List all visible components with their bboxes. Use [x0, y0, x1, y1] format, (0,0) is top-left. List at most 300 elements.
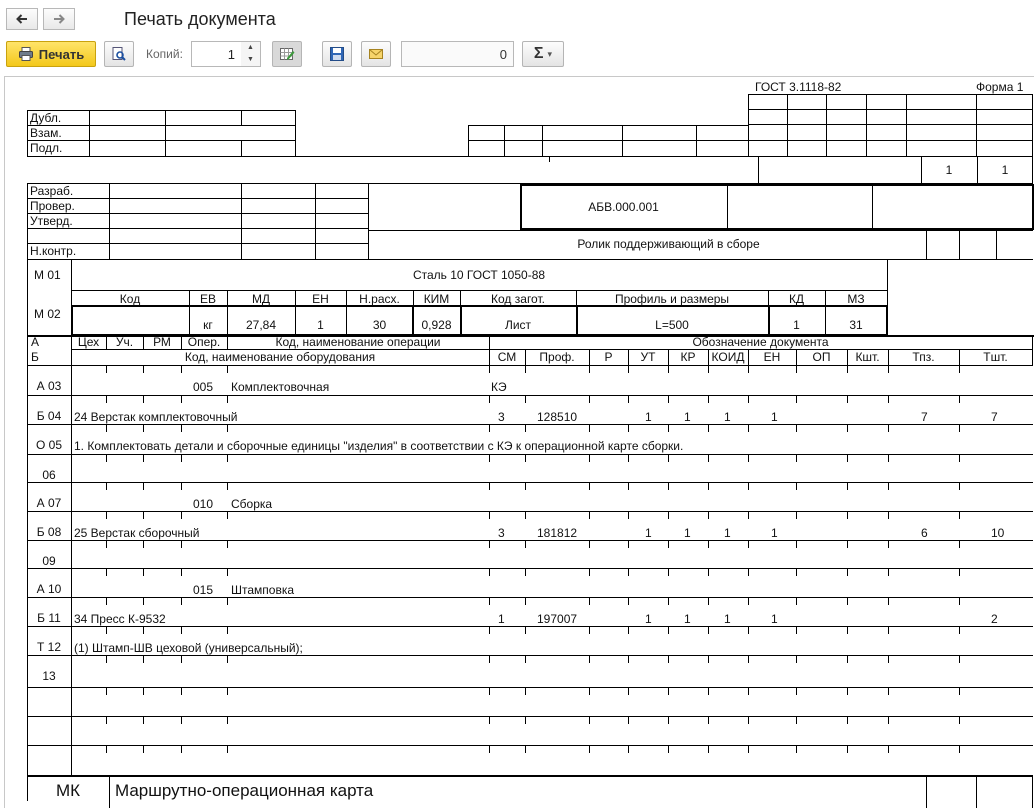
grid-line	[796, 483, 797, 490]
grid-line	[106, 746, 107, 753]
grid-line	[489, 512, 490, 519]
grid-line	[708, 717, 709, 724]
grid-line	[295, 110, 296, 156]
envelope-icon	[368, 46, 384, 62]
grid-line	[796, 598, 797, 605]
cell-tsht: 2	[991, 612, 998, 626]
grid-line	[489, 425, 490, 432]
grid-line	[748, 124, 1033, 125]
chevron-down-icon: ▾	[547, 48, 553, 59]
grid-line	[796, 746, 797, 753]
grid-line	[181, 569, 182, 576]
grid-line	[143, 746, 144, 753]
grid-line	[866, 94, 867, 156]
grid-line	[165, 110, 166, 156]
grid-line	[628, 627, 629, 634]
cell-tsht: 10	[991, 526, 1005, 540]
sheet-number: 1	[945, 163, 953, 177]
grid-line	[489, 656, 490, 663]
grid-line	[847, 541, 848, 548]
grid-line	[708, 746, 709, 753]
grid-line	[959, 746, 960, 753]
grid-line	[27, 775, 1033, 777]
grid-line	[959, 396, 960, 403]
approval-nkontr: Н.контр.	[30, 244, 77, 258]
grid-line	[888, 455, 889, 462]
grid-line	[888, 425, 889, 432]
grid-line	[589, 598, 590, 605]
grid-edit-icon	[279, 46, 295, 62]
grid-line	[106, 688, 107, 695]
grid-line	[106, 455, 107, 462]
grid-line	[888, 365, 889, 373]
row-description: 1. Комплектовать детали и сборочные единицы "изделия" в соответствии с КЭ к операционной карте сборки.	[74, 439, 684, 453]
grid-line	[489, 396, 490, 403]
grid-line	[628, 425, 629, 432]
grid-line	[959, 627, 960, 634]
header-b-cell: СМ	[497, 350, 517, 364]
grid-line	[589, 483, 590, 490]
m02-header-cell: МД	[251, 292, 271, 306]
forward-button[interactable]	[43, 8, 75, 30]
header-b-cell: КОИД	[711, 350, 745, 364]
grid-line	[589, 512, 590, 519]
operation-number: 015	[193, 583, 214, 597]
grid-line	[888, 541, 889, 548]
grid-line	[525, 717, 526, 724]
grid-line	[921, 156, 922, 183]
grid-line	[708, 483, 709, 490]
grid-line	[1032, 184, 1034, 230]
grid-line	[227, 541, 228, 548]
copies-spinner[interactable]	[241, 41, 261, 67]
grid-line	[959, 483, 960, 490]
row-description: 24 Верстак комплектовочный	[74, 410, 238, 424]
header-a-code: А	[31, 335, 40, 349]
product-name: Ролик поддерживающий в сборе	[577, 237, 760, 251]
grid-line	[847, 455, 848, 462]
header-b-cell: Проф.	[539, 350, 575, 364]
grid-line	[89, 110, 90, 156]
grid-line	[796, 688, 797, 695]
grid-line	[525, 396, 526, 403]
sign-row-podl: Подл.	[30, 141, 63, 155]
grid-line	[27, 140, 295, 141]
grid-line	[796, 512, 797, 519]
grid-line	[489, 455, 490, 462]
cell-prof: 181812	[537, 526, 578, 540]
operation-number: 010	[193, 497, 214, 511]
cell-tpz: 6	[921, 526, 928, 540]
cell-sm: 3	[498, 526, 505, 540]
grid-line	[888, 717, 889, 724]
grid-line	[668, 541, 669, 548]
grid-line	[847, 425, 848, 432]
arrow-right-icon	[52, 12, 66, 26]
grid-line	[27, 259, 28, 336]
save-button[interactable]	[322, 41, 352, 67]
grid-line	[796, 569, 797, 576]
grid-line	[27, 259, 1033, 260]
m02-header-cell: ЕВ	[199, 292, 216, 306]
cell-ut: 1	[645, 526, 652, 540]
grid-line	[888, 656, 889, 663]
grid-line	[847, 627, 848, 634]
grid-line	[27, 511, 1033, 512]
grid-line	[959, 656, 960, 663]
cell-prof: 128510	[537, 410, 578, 424]
row-code: 06	[42, 468, 56, 482]
grid-line	[668, 455, 669, 462]
grid-line	[525, 627, 526, 634]
m02-value-cell: 27,84	[245, 318, 277, 332]
grid-line	[106, 483, 107, 490]
grid-line	[758, 156, 759, 183]
grid-line	[622, 125, 623, 156]
grid-line	[888, 512, 889, 519]
grid-line	[181, 512, 182, 519]
grid-line	[847, 746, 848, 753]
grid-line	[489, 627, 490, 634]
grid-line	[106, 598, 107, 605]
grid-line	[143, 483, 144, 490]
grid-line	[489, 598, 490, 605]
grid-line	[520, 184, 1034, 186]
grid-line	[227, 656, 228, 663]
header-a-cell: РМ	[153, 335, 171, 349]
grid-line	[106, 717, 107, 724]
grid-line	[748, 425, 749, 432]
operation-number: 005	[193, 380, 214, 394]
grid-line	[109, 775, 110, 808]
grid-line	[708, 598, 709, 605]
grid-line	[27, 183, 28, 259]
grid-line	[708, 512, 709, 519]
grid-line	[708, 688, 709, 695]
m02-value-cell: 31	[849, 318, 863, 332]
cell-en: 1	[771, 526, 778, 540]
cell-en: 1	[771, 612, 778, 626]
grid-line	[71, 290, 887, 291]
grid-line	[888, 627, 889, 634]
grid-line	[628, 717, 629, 724]
grid-line	[27, 626, 1033, 627]
grid-line	[241, 110, 242, 125]
back-button[interactable]	[6, 8, 38, 30]
print-button[interactable]	[6, 41, 96, 67]
grid-line	[489, 717, 490, 724]
grid-line	[628, 483, 629, 490]
spinner-up-icon[interactable]: ▲	[247, 44, 254, 51]
grid-line	[71, 335, 72, 775]
grid-line	[628, 541, 629, 548]
grid-line	[27, 110, 28, 156]
grid-line	[181, 717, 182, 724]
document-preview[interactable]	[4, 76, 1034, 808]
m02-header-cell: КД	[788, 292, 805, 306]
row-code: Б 11	[37, 611, 61, 625]
grid-line	[748, 396, 749, 403]
grid-line	[1032, 94, 1033, 156]
grid-line	[27, 568, 1033, 569]
header-a-doc-designation: Обозначение документа	[692, 335, 829, 349]
grid-line	[668, 483, 669, 490]
grid-line	[787, 94, 788, 156]
grid-line	[181, 425, 182, 432]
grid-line	[708, 541, 709, 548]
page-magnifier-icon	[111, 46, 127, 62]
grid-line	[143, 688, 144, 695]
grid-line	[628, 365, 629, 373]
row-code-m02: М 02	[34, 307, 61, 321]
grid-line	[796, 396, 797, 403]
grid-line	[143, 365, 144, 373]
grid-line	[926, 775, 927, 808]
copies-label: Копий:	[146, 47, 183, 61]
grid-line	[959, 541, 960, 548]
spinner-down-icon[interactable]: ▼	[247, 56, 254, 63]
header-b-cell: Р	[604, 350, 613, 364]
grid-line	[181, 656, 182, 663]
grid-line	[489, 688, 490, 695]
header-b-cell: УТ	[640, 350, 656, 364]
grid-line	[227, 455, 228, 462]
grid-line	[748, 717, 749, 724]
grid-line	[227, 483, 228, 490]
grid-line	[106, 627, 107, 634]
grid-line	[708, 396, 709, 403]
grid-line	[628, 455, 629, 462]
grid-line	[525, 688, 526, 695]
grid-line	[668, 365, 669, 373]
cell-tpz: 7	[921, 410, 928, 424]
grid-line	[589, 455, 590, 462]
grid-line	[589, 569, 590, 576]
grid-line	[959, 455, 960, 462]
grid-line	[796, 425, 797, 432]
m02-value-cell: Лист	[504, 318, 532, 332]
m02-header-cell: КИМ	[423, 292, 450, 306]
header-b-code: Б	[31, 350, 39, 364]
row-description: 25 Верстак сборочный	[74, 526, 200, 540]
grid-line	[959, 717, 960, 724]
row-code: Т 12	[36, 640, 61, 654]
grid-line	[589, 627, 590, 634]
document-designation-cell: КЭ	[491, 380, 507, 394]
grid-line	[847, 396, 848, 403]
grid-line	[227, 746, 228, 753]
grid-line	[1032, 775, 1033, 808]
form-label: Форма 1	[976, 80, 1024, 94]
grid-line	[368, 183, 369, 259]
grid-line	[959, 425, 960, 432]
sum-dropdown-button[interactable]	[522, 41, 564, 67]
cell-ut: 1	[645, 612, 652, 626]
header-a-cell: Уч.	[115, 335, 134, 349]
grid-line	[748, 94, 1033, 95]
cell-koid: 1	[724, 612, 731, 626]
header-b-cell: Кшт.	[855, 350, 880, 364]
grid-line	[748, 541, 749, 548]
row-description: 34 Пресс К-9532	[74, 612, 166, 626]
grid-line	[888, 746, 889, 753]
grid-line	[847, 365, 848, 373]
cell-tsht: 7	[991, 410, 998, 424]
preview-button[interactable]	[104, 41, 134, 67]
m02-value-cell: 30	[372, 318, 387, 332]
grid-line	[959, 598, 960, 605]
grid-line	[628, 598, 629, 605]
grid-line	[628, 512, 629, 519]
m02-value-cell: 1	[793, 318, 800, 332]
grid-line	[589, 746, 590, 753]
grid-line	[888, 396, 889, 403]
grid-line	[959, 569, 960, 576]
print-label: Печать	[38, 46, 85, 62]
grid-line	[143, 717, 144, 724]
grid-line	[748, 94, 749, 156]
grid-line	[668, 425, 669, 432]
grid-line	[525, 425, 526, 432]
row-code: 13	[42, 669, 56, 683]
grid-line	[628, 688, 629, 695]
cell-en: 1	[771, 410, 778, 424]
grid-line	[106, 425, 107, 432]
document-designation: АБВ.000.001	[588, 200, 659, 214]
grid-line	[748, 455, 749, 462]
header-b-cell: Код, наименование оборудования	[184, 350, 376, 364]
grid-line	[668, 512, 669, 519]
material-text: Сталь 10 ГОСТ 1050-88	[412, 268, 546, 282]
grid-line	[27, 110, 295, 111]
grid-line	[181, 746, 182, 753]
m02-value-cell: 1	[317, 318, 324, 332]
grid-line	[227, 627, 228, 634]
grid-line	[143, 455, 144, 462]
edit-toggle-button[interactable]	[272, 41, 302, 67]
grid-line	[27, 655, 1033, 656]
grid-line	[241, 140, 242, 156]
grid-line	[468, 125, 469, 156]
grid-line	[748, 365, 749, 373]
grid-line	[1032, 156, 1033, 183]
grid-line	[668, 598, 669, 605]
row-code: 09	[42, 554, 56, 568]
header-a-cell: Цех	[77, 335, 100, 349]
grid-line	[589, 425, 590, 432]
grid-line	[959, 512, 960, 519]
grid-line	[525, 455, 526, 462]
grid-line	[589, 365, 590, 373]
grid-line	[748, 109, 1033, 110]
sign-row-vzam: Взам.	[30, 126, 62, 140]
sign-row-dubl: Дубл.	[30, 111, 62, 125]
grid-line	[977, 156, 978, 183]
grid-line	[27, 597, 1033, 598]
copies-input[interactable]: 1	[191, 41, 242, 67]
grid-line	[525, 541, 526, 548]
grid-line	[27, 540, 1033, 541]
grid-line	[143, 425, 144, 432]
grid-line	[748, 512, 749, 519]
printer-icon	[18, 46, 34, 62]
approval-razrab: Разраб.	[30, 184, 74, 198]
floppy-disk-icon	[329, 46, 345, 62]
grid-line	[71, 305, 73, 336]
grid-line	[181, 396, 182, 403]
grid-line	[888, 569, 889, 576]
grid-line	[504, 125, 505, 156]
header-a-cell: Код, наименование операции	[275, 335, 441, 349]
grid-line	[847, 483, 848, 490]
grid-line	[589, 688, 590, 695]
grid-line	[181, 455, 182, 462]
cell-kr: 1	[684, 612, 691, 626]
send-email-button[interactable]	[361, 41, 391, 67]
grid-line	[525, 746, 526, 753]
approval-prover: Провер.	[30, 199, 75, 213]
header-b-cell: ЕН	[763, 350, 781, 364]
grid-line	[888, 598, 889, 605]
grid-line	[906, 94, 907, 156]
grid-line	[106, 541, 107, 548]
grid-line	[181, 688, 182, 695]
grid-line	[748, 598, 749, 605]
grid-line	[708, 656, 709, 663]
grid-line	[796, 365, 797, 373]
m02-header-cell: МЗ	[847, 292, 865, 306]
grid-line	[227, 717, 228, 724]
grid-line	[27, 424, 1033, 425]
grid-line	[489, 483, 490, 490]
grid-line	[27, 243, 368, 244]
grid-line	[525, 569, 526, 576]
cell-kr: 1	[684, 526, 691, 540]
m02-header-cell: Код	[119, 292, 141, 306]
grid-line	[668, 627, 669, 634]
grid-line	[708, 425, 709, 432]
grid-line	[748, 688, 749, 695]
grid-line	[847, 656, 848, 663]
operation-name: Штамповка	[231, 583, 295, 597]
grid-line	[668, 746, 669, 753]
m02-value-cell: кг	[203, 318, 213, 332]
grid-line	[525, 598, 526, 605]
grid-line	[796, 541, 797, 548]
grid-line	[748, 569, 749, 576]
sum-value-field: 0	[401, 41, 514, 67]
grid-line	[181, 365, 182, 373]
header-b-cell: КР	[680, 350, 696, 364]
grid-line	[708, 455, 709, 462]
m02-value-cell: L=500	[655, 318, 689, 332]
grid-line	[227, 512, 228, 519]
row-code-m01: М 01	[34, 268, 61, 282]
grid-line	[27, 213, 368, 214]
row-code: О 05	[35, 438, 62, 452]
window-title: Печать документа	[124, 9, 276, 29]
grid-line	[589, 717, 590, 724]
grid-line	[959, 688, 960, 695]
row-code: А 03	[36, 379, 62, 393]
grid-line	[628, 656, 629, 663]
grid-line	[959, 365, 960, 373]
grid-line	[143, 512, 144, 519]
grid-line	[27, 198, 368, 199]
grid-line	[143, 656, 144, 663]
grid-line	[748, 746, 749, 753]
footer-title: Маршрутно-операционная карта	[115, 781, 374, 800]
